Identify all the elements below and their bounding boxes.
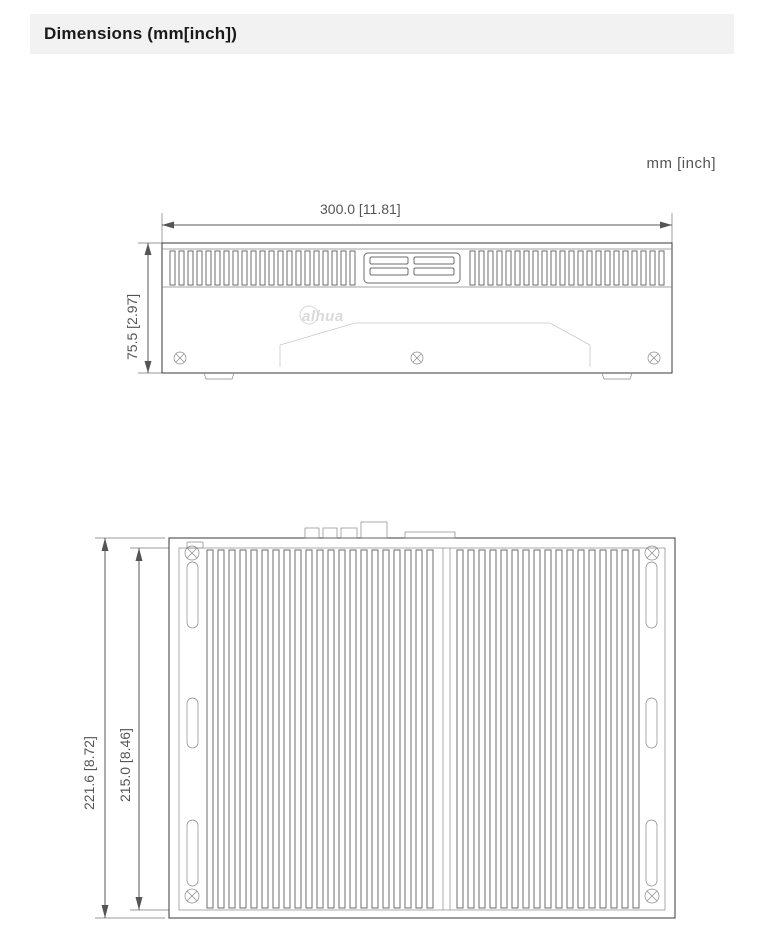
top-view-svg <box>75 520 695 930</box>
inner-height-dimension-line <box>130 548 170 910</box>
front-view-svg <box>120 195 700 390</box>
top-inner-height-dimension-label: 215.0 [8.46] <box>117 728 133 802</box>
width-dimension-line <box>162 213 672 243</box>
brand-logo-text: alhua <box>302 308 344 325</box>
unit-note: mm [inch] <box>646 155 716 172</box>
front-view-drawing <box>120 195 700 390</box>
brand-logo <box>300 306 344 325</box>
page-title: Dimensions (mm[inch]) <box>44 24 238 43</box>
top-view-drawing <box>75 520 695 930</box>
front-width-dimension-label: 300.0 [11.81] <box>320 201 401 217</box>
device-front-body <box>162 243 672 379</box>
device-top-body <box>169 522 675 918</box>
front-feet <box>204 373 632 379</box>
front-height-dimension-label: 75.5 [2.97] <box>124 293 140 360</box>
top-outer-height-dimension-label: 221.6 [8.72] <box>81 736 97 810</box>
section-header <box>30 14 734 54</box>
